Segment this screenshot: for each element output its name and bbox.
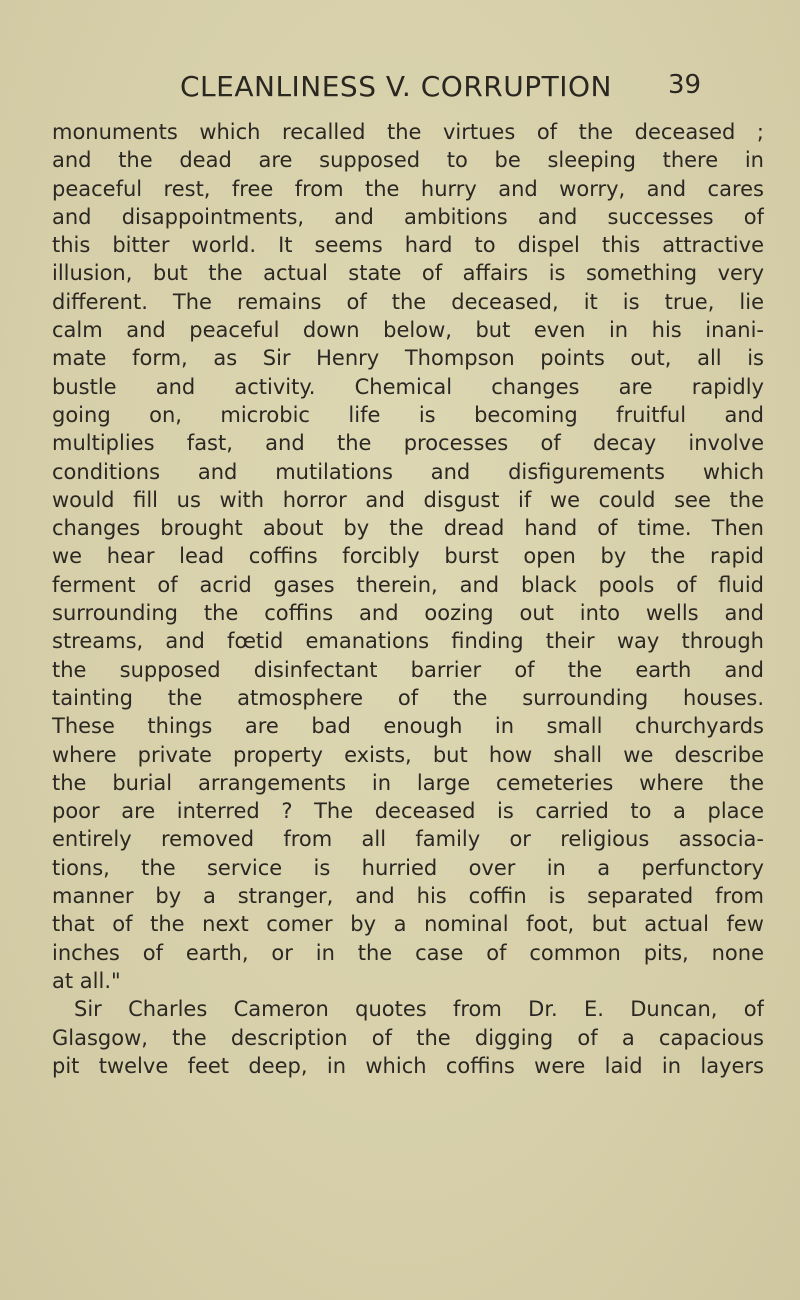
- text-line: bustle and activity. Chemical changes are rapidly: [52, 374, 764, 399]
- text-line: poor are interred ? The deceased is carried to a place: [52, 799, 764, 824]
- text-line: conditions and mutilations and disfigurements which: [52, 459, 764, 484]
- text-line: that of the next comer by a nominal foot, but actual few: [52, 912, 764, 937]
- text-line: calm and peaceful down below, but even in his inani-: [52, 318, 764, 343]
- text-line: illusion, but the actual state of affairs is something very: [52, 261, 764, 286]
- text-line: monuments which recalled the virtues of the deceased ;: [52, 120, 764, 144]
- text-line: multiplies fast, and the processes of decay involve: [52, 431, 764, 456]
- text-line: different. The remains of the deceased, it is true, lie: [52, 289, 764, 314]
- text-line: and the dead are supposed to be sleeping there in: [52, 148, 764, 173]
- text-line: Sir Charles Cameron quotes from Dr. E. Duncan, of: [74, 997, 764, 1022]
- text-line: changes brought about by the dread hand of time. Then: [52, 516, 764, 541]
- text-line: entirely removed from all family or religious associa-: [52, 827, 764, 852]
- text-line: where private property exists, but how shall we describe: [52, 742, 764, 767]
- text-line: tainting the atmosphere of the surrounding houses.: [52, 685, 764, 710]
- text-line: inches of earth, or in the case of common pits, none: [52, 940, 764, 965]
- body-text: [52, 118, 764, 1080]
- text-line: surrounding the coffins and oozing out into wells and: [52, 601, 764, 626]
- text-line: going on, microbic life is becoming fruitful and: [52, 402, 764, 427]
- text-line: These things are bad enough in small churchyards: [52, 714, 764, 739]
- text-line: this bitter world. It seems hard to dispel this attractive: [52, 233, 764, 258]
- text-line: at all.": [52, 968, 121, 993]
- text-line: pit twelve feet deep, in which coffins were laid in layers: [52, 1053, 764, 1078]
- page-header: [0, 70, 800, 110]
- running-head: CLEANLINESS V. CORRUPTION: [180, 70, 612, 103]
- text-line: peaceful rest, free from the hurry and worry, and cares: [52, 176, 764, 201]
- text-line: the supposed disinfectant barrier of the earth and: [52, 657, 764, 682]
- text-line: ferment of acrid gases therein, and black pools of fluid: [52, 572, 764, 597]
- text-line: the burial arrangements in large cemeteries where the: [52, 770, 764, 795]
- text-line: streams, and fœtid emanations finding their way through: [52, 629, 764, 654]
- text-line: would fill us with horror and disgust if we could see the: [52, 487, 764, 512]
- text-line: Glasgow, the description of the digging of a capacious: [52, 1025, 764, 1050]
- page-number: 39: [668, 70, 702, 100]
- text-line: mate form, as Sir Henry Thompson points out, all is: [52, 346, 764, 371]
- text-line: and disappointments, and ambitions and successes of: [52, 204, 764, 229]
- text-line: tions, the service is hurried over in a perfunctory: [52, 855, 764, 880]
- text-line: manner by a stranger, and his coffin is separated from: [52, 884, 764, 909]
- text-line: we hear lead coffins forcibly burst open by the rapid: [52, 544, 764, 569]
